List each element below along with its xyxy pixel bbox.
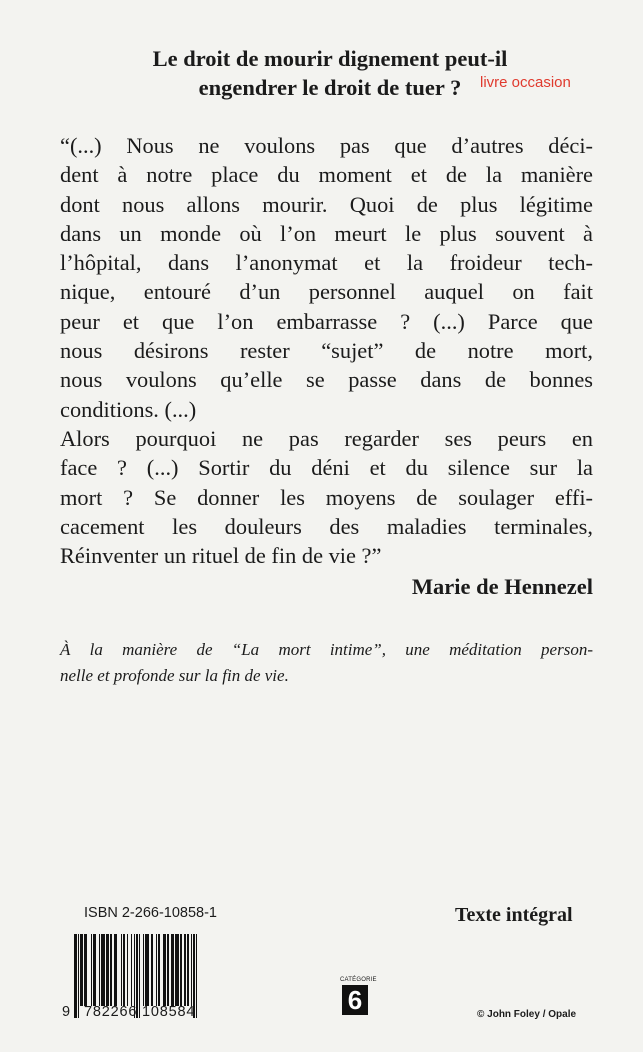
quote-author: Marie de Hennezel	[411, 574, 593, 599]
quote-line: nous voulons qu’elle se passe dans de bonnes	[60, 367, 593, 393]
barcode-bar	[196, 934, 197, 1018]
barcode-first-digit: 9	[62, 1004, 71, 1020]
quote-line: Réinventer un rituel de fin de vie ?”	[60, 543, 382, 569]
quote-line: Alors pourquoi ne pas regarder ses peurs en	[60, 425, 593, 451]
quote-line: dans un monde où l’on meurt le plus souvent à	[60, 220, 593, 246]
edition-note: Texte intégral	[455, 904, 573, 926]
barcode	[62, 926, 248, 1026]
quote-line: peur et que l’on embarrasse ? (...) Parce que	[60, 308, 593, 334]
blurb-line: À la manière de “La mort intime”, une méditation person-	[60, 640, 593, 659]
quote-line: “(...) Nous ne voulons pas que d’autres déci-	[60, 133, 593, 158]
heading-line: engendrer le droit de tuer ?	[198, 75, 462, 100]
quote-line: dont nous allons mourir. Quoi de plus légitime	[60, 191, 593, 217]
photo-credit: © John Foley / Opale	[477, 1009, 577, 1020]
quote-line: conditions. (...)	[60, 396, 197, 422]
quote-block	[60, 131, 593, 570]
quote-line: cacement les douleurs des maladies terminales,	[60, 513, 593, 539]
quote-line: nous désirons rester “sujet” de notre mort,	[60, 338, 593, 364]
quote-line: l’hôpital, dans l’anonymat et la froideur tech-	[60, 250, 593, 276]
heading-line: Le droit de mourir dignement peut-il	[152, 46, 508, 71]
isbn-text: ISBN 2-266-10858-1	[84, 905, 217, 921]
watermark-text: livre occasion	[480, 74, 571, 91]
blurb	[60, 637, 593, 689]
cover-heading	[60, 44, 600, 102]
category-badge	[340, 977, 377, 1015]
category-label: CATÉGORIE	[340, 977, 377, 983]
blurb-line: nelle et profonde sur la fin de vie.	[60, 666, 289, 685]
quote-line: dent à notre place du moment et de la manière	[60, 162, 593, 188]
category-number: 6	[342, 985, 368, 1015]
quote-line: nique, entouré d’un personnel auquel on fait	[60, 279, 593, 305]
quote-line: face ? (...) Sortir du déni et du silence sur la	[60, 455, 593, 481]
quote-line: mort ? Se donner les moyens de soulager effi-	[60, 484, 593, 510]
barcode-bars	[74, 934, 246, 1006]
barcode-digits: 782266 108584	[84, 1004, 196, 1020]
